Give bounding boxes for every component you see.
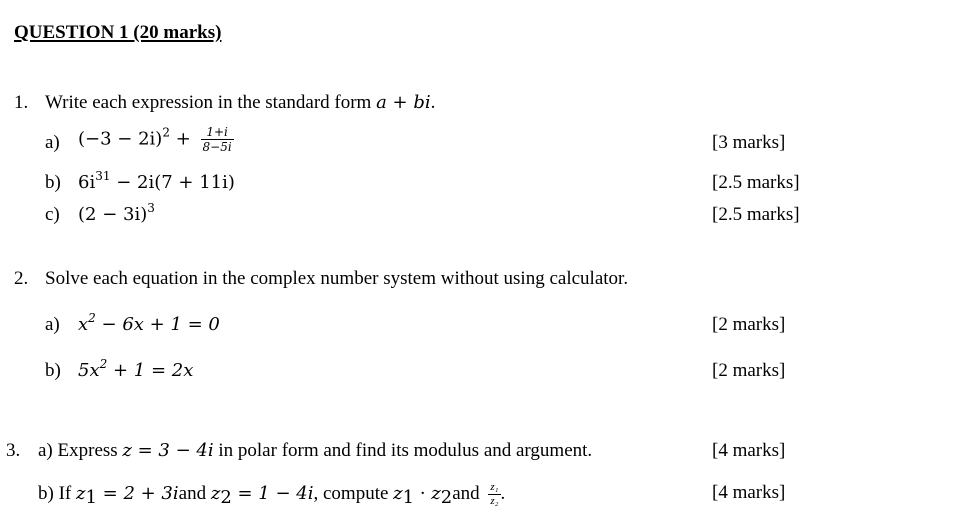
q3b-and2: and [452,482,485,504]
q2a-marks: [2 marks] [712,314,786,335]
q3b-prod-a: z [393,482,403,504]
q1b-expr-sup: 31 [95,169,111,183]
q2-number: 2. [14,268,29,289]
q1a-label: a) [45,132,60,153]
q3b-z2-sub: 2 [220,486,232,508]
q2b-marks: [2 marks] [712,360,786,381]
q3b-eq2: = 1 − 4i [231,482,314,504]
q1a-fraction [201,126,234,153]
q3b-prod-sub-b: 2 [440,486,453,508]
q1-period: . [430,92,436,113]
q3a-marks: [4 marks] [712,440,786,461]
q2b-expr-a: 5x [78,360,100,381]
q1c-expr-a: (2 − 3i) [78,204,148,225]
q2a-label: a) [45,314,60,335]
q3a-expr: z = 3 − 4i [122,440,214,461]
q3a-prefix: a) Express [38,440,123,461]
q1-number: 1. [14,92,29,113]
q1b-expression [78,169,235,193]
q2a-expr-a: x [78,314,89,335]
q2a-expr-sup: 2 [88,311,96,325]
q3b-prod-sub-a: 1 [402,486,415,508]
q1b-label: b) [45,172,61,193]
q3b-dot: · [414,482,432,504]
q1b-marks: [2.5 marks] [712,172,800,193]
q1c-expression [78,201,155,225]
q3-number: 3. [6,440,21,461]
page-title: QUESTION 1 (20 marks) [14,22,222,43]
q1a-marks: [3 marks] [712,132,786,153]
q2b-expr-sup: 2 [99,357,108,371]
q1a-expression [78,126,234,153]
q3b-frac-den: z₂ [490,495,499,507]
q3b-text [38,482,505,507]
q3a-suffix: in polar form and find its modulus and argument. [213,440,593,461]
q1-instruction [45,92,435,114]
q3b-fraction [488,482,500,507]
q2a-expr-b: − 6x + 1 = 0 [95,314,220,335]
q3a-text [38,440,592,462]
q1b-expr-b: − 2i(7 + 11i) [110,172,235,193]
q3b-z2: z [210,482,221,504]
q3b-z1-sub: 1 [85,486,97,508]
q2-instruction: Solve each equation in the complex number system without using calculator. [45,268,629,289]
q3b-prod-b: z [431,482,441,504]
q3b-prefix: b) If [38,482,76,504]
q1c-label: c) [45,204,60,225]
q3b-marks: [4 marks] [712,482,786,503]
q3b-end: . [500,482,506,504]
q1a-frac-den: 8−5i [202,140,232,154]
q1-instruction-text: Write each expression in the standard form [45,92,372,113]
q1a-expr-sup: 2 [162,125,170,140]
q3b-comma: , compute [313,482,394,504]
q1c-expr-sup: 3 [147,201,155,215]
q2b-expression [78,357,194,381]
q3b-eq1: = 2 + 3i [96,482,179,504]
q2b-label: b) [45,360,61,381]
q3b-z1: z [75,482,86,504]
q1a-expr-main: (−3 − 2i) [78,128,163,150]
q3b-and1: and [178,482,211,504]
q2b-expr-b: + 1 = 2x [107,360,194,381]
q3b-frac-num: z₁ [490,481,499,493]
q1c-marks: [2.5 marks] [712,204,800,225]
q1b-expr-a: 6i [78,172,96,193]
q1a-frac-num: 1+i [201,126,234,140]
q1-standard-form: a + bi [376,92,431,113]
q2a-expression [78,311,220,335]
q1a-expr-plus: + [169,128,197,150]
